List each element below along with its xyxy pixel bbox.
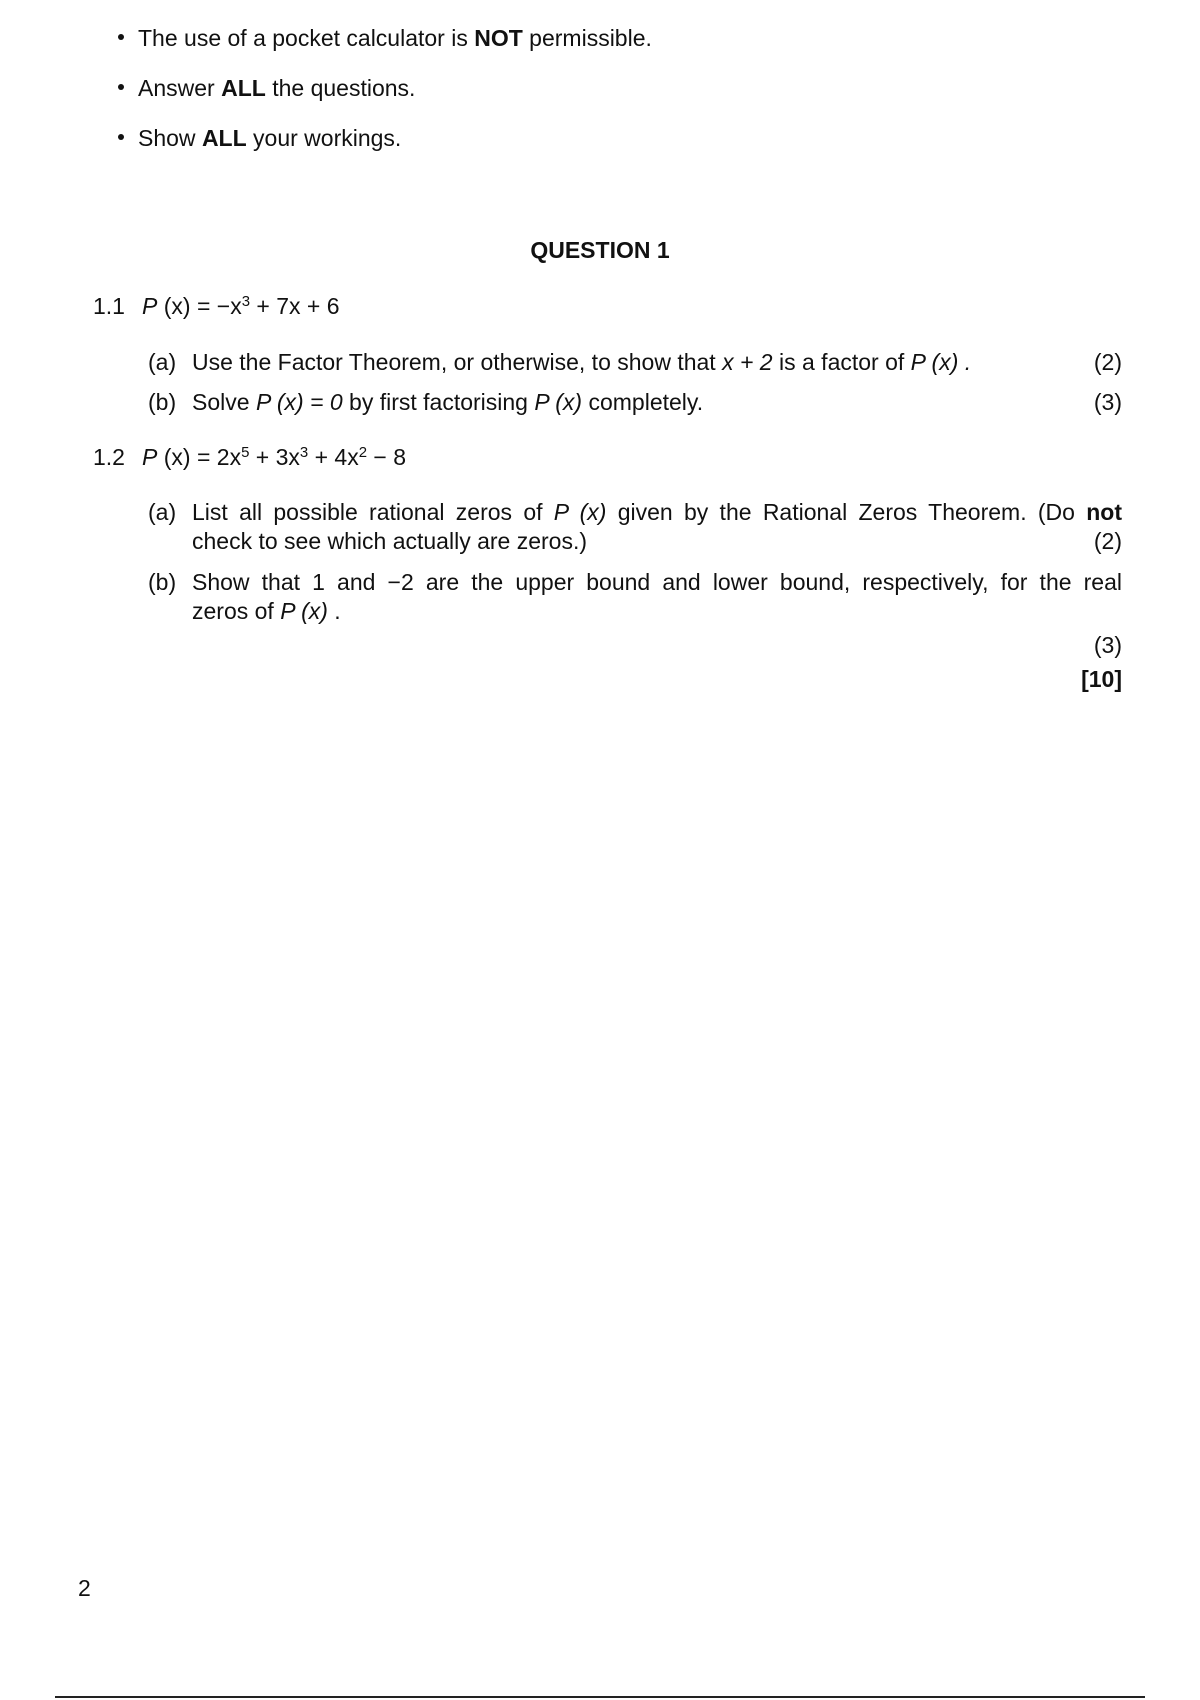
sub-question-label: (a) <box>148 499 177 525</box>
sub-question-label: (b) <box>148 389 177 415</box>
term: − 8 <box>367 444 407 470</box>
sub-question-1-2-a-continuation: check to see which actually are zeros.) <box>192 528 588 554</box>
term: + 3x <box>249 444 300 470</box>
bullet-icon <box>118 84 124 90</box>
instruction-text: permissible. <box>522 25 652 51</box>
math-expression: P (x) <box>534 389 583 415</box>
question-total-marks: [10] <box>1081 666 1122 692</box>
term: = 2x <box>190 444 242 470</box>
instruction-text: Show <box>138 125 202 151</box>
question-text: completely. <box>582 389 704 415</box>
question-text: Use the Factor Theorem, or otherwise, to show that <box>192 349 723 375</box>
question-line <box>192 498 1122 527</box>
question-emphasis: not <box>1086 499 1122 525</box>
term: + 7x + 6 <box>250 293 340 319</box>
function-argument: (x) <box>163 293 191 319</box>
question-text: zeros of <box>192 598 281 624</box>
sub-question-1-1-a <box>192 348 971 377</box>
bullet-icon <box>118 134 124 140</box>
question-number-1-1: 1.1 <box>93 293 125 319</box>
exponent: 2 <box>358 443 368 461</box>
sub-question-1-1-b <box>192 388 703 417</box>
question-text: by first factorising <box>342 389 535 415</box>
exponent: 3 <box>241 292 251 310</box>
question-heading: QUESTION 1 <box>530 237 670 263</box>
sub-question-1-2-a <box>192 498 1122 527</box>
page-number: 2 <box>78 1575 91 1601</box>
instruction-emphasis: NOT <box>474 25 523 51</box>
question-line: Show that 1 and −2 are the upper bound and lower bound, respectively, for the real <box>192 569 1122 595</box>
marks-allocation: (2) <box>1093 528 1122 554</box>
term: = −x <box>190 293 242 319</box>
question-text: List all possible rational zeros of <box>192 499 554 525</box>
sub-question-1-2-b <box>192 568 1122 597</box>
math-expression: P (x) . <box>910 349 972 375</box>
math-expression: x + 2 <box>722 349 773 375</box>
footer-rule <box>55 1696 1145 1698</box>
sub-question-label: (a) <box>148 349 177 375</box>
instruction-text: The use of a pocket calculator is <box>138 25 475 51</box>
function-name: P <box>142 444 158 470</box>
instruction-calculator <box>118 24 652 53</box>
math-expression: P (x) = 0 <box>255 389 343 415</box>
instruction-answer-all <box>118 74 415 103</box>
instruction-emphasis: ALL <box>201 125 247 151</box>
question-text: . <box>327 598 341 624</box>
sub-question-label: (b) <box>148 569 177 595</box>
instruction-text: Answer <box>138 75 222 101</box>
exponent: 3 <box>299 443 309 461</box>
question-number-1-2: 1.2 <box>93 444 125 470</box>
function-name: P <box>142 293 158 319</box>
math-expression: P (x) <box>280 598 328 624</box>
polynomial-1-2 <box>142 443 406 472</box>
bullet-icon <box>118 34 124 40</box>
marks-allocation: (3) <box>1093 389 1122 415</box>
question-text: Solve <box>192 389 256 415</box>
exponent: 5 <box>241 443 250 461</box>
question-text: given by the Rational Zeros Theorem. (Do <box>606 499 1087 525</box>
math-expression: P (x) <box>553 499 607 525</box>
polynomial-1-1 <box>142 292 340 321</box>
function-argument: (x) <box>163 444 191 470</box>
term: + 4x <box>308 444 359 470</box>
instruction-show-workings <box>118 124 401 153</box>
question-text: is a factor of <box>772 349 911 375</box>
marks-allocation: (3) <box>1093 632 1122 658</box>
sub-question-1-2-b-continuation <box>192 597 341 626</box>
instruction-text: the questions. <box>265 75 416 101</box>
instruction-text: your workings. <box>246 125 402 151</box>
marks-allocation: (2) <box>1093 349 1122 375</box>
instruction-emphasis: ALL <box>221 75 266 101</box>
